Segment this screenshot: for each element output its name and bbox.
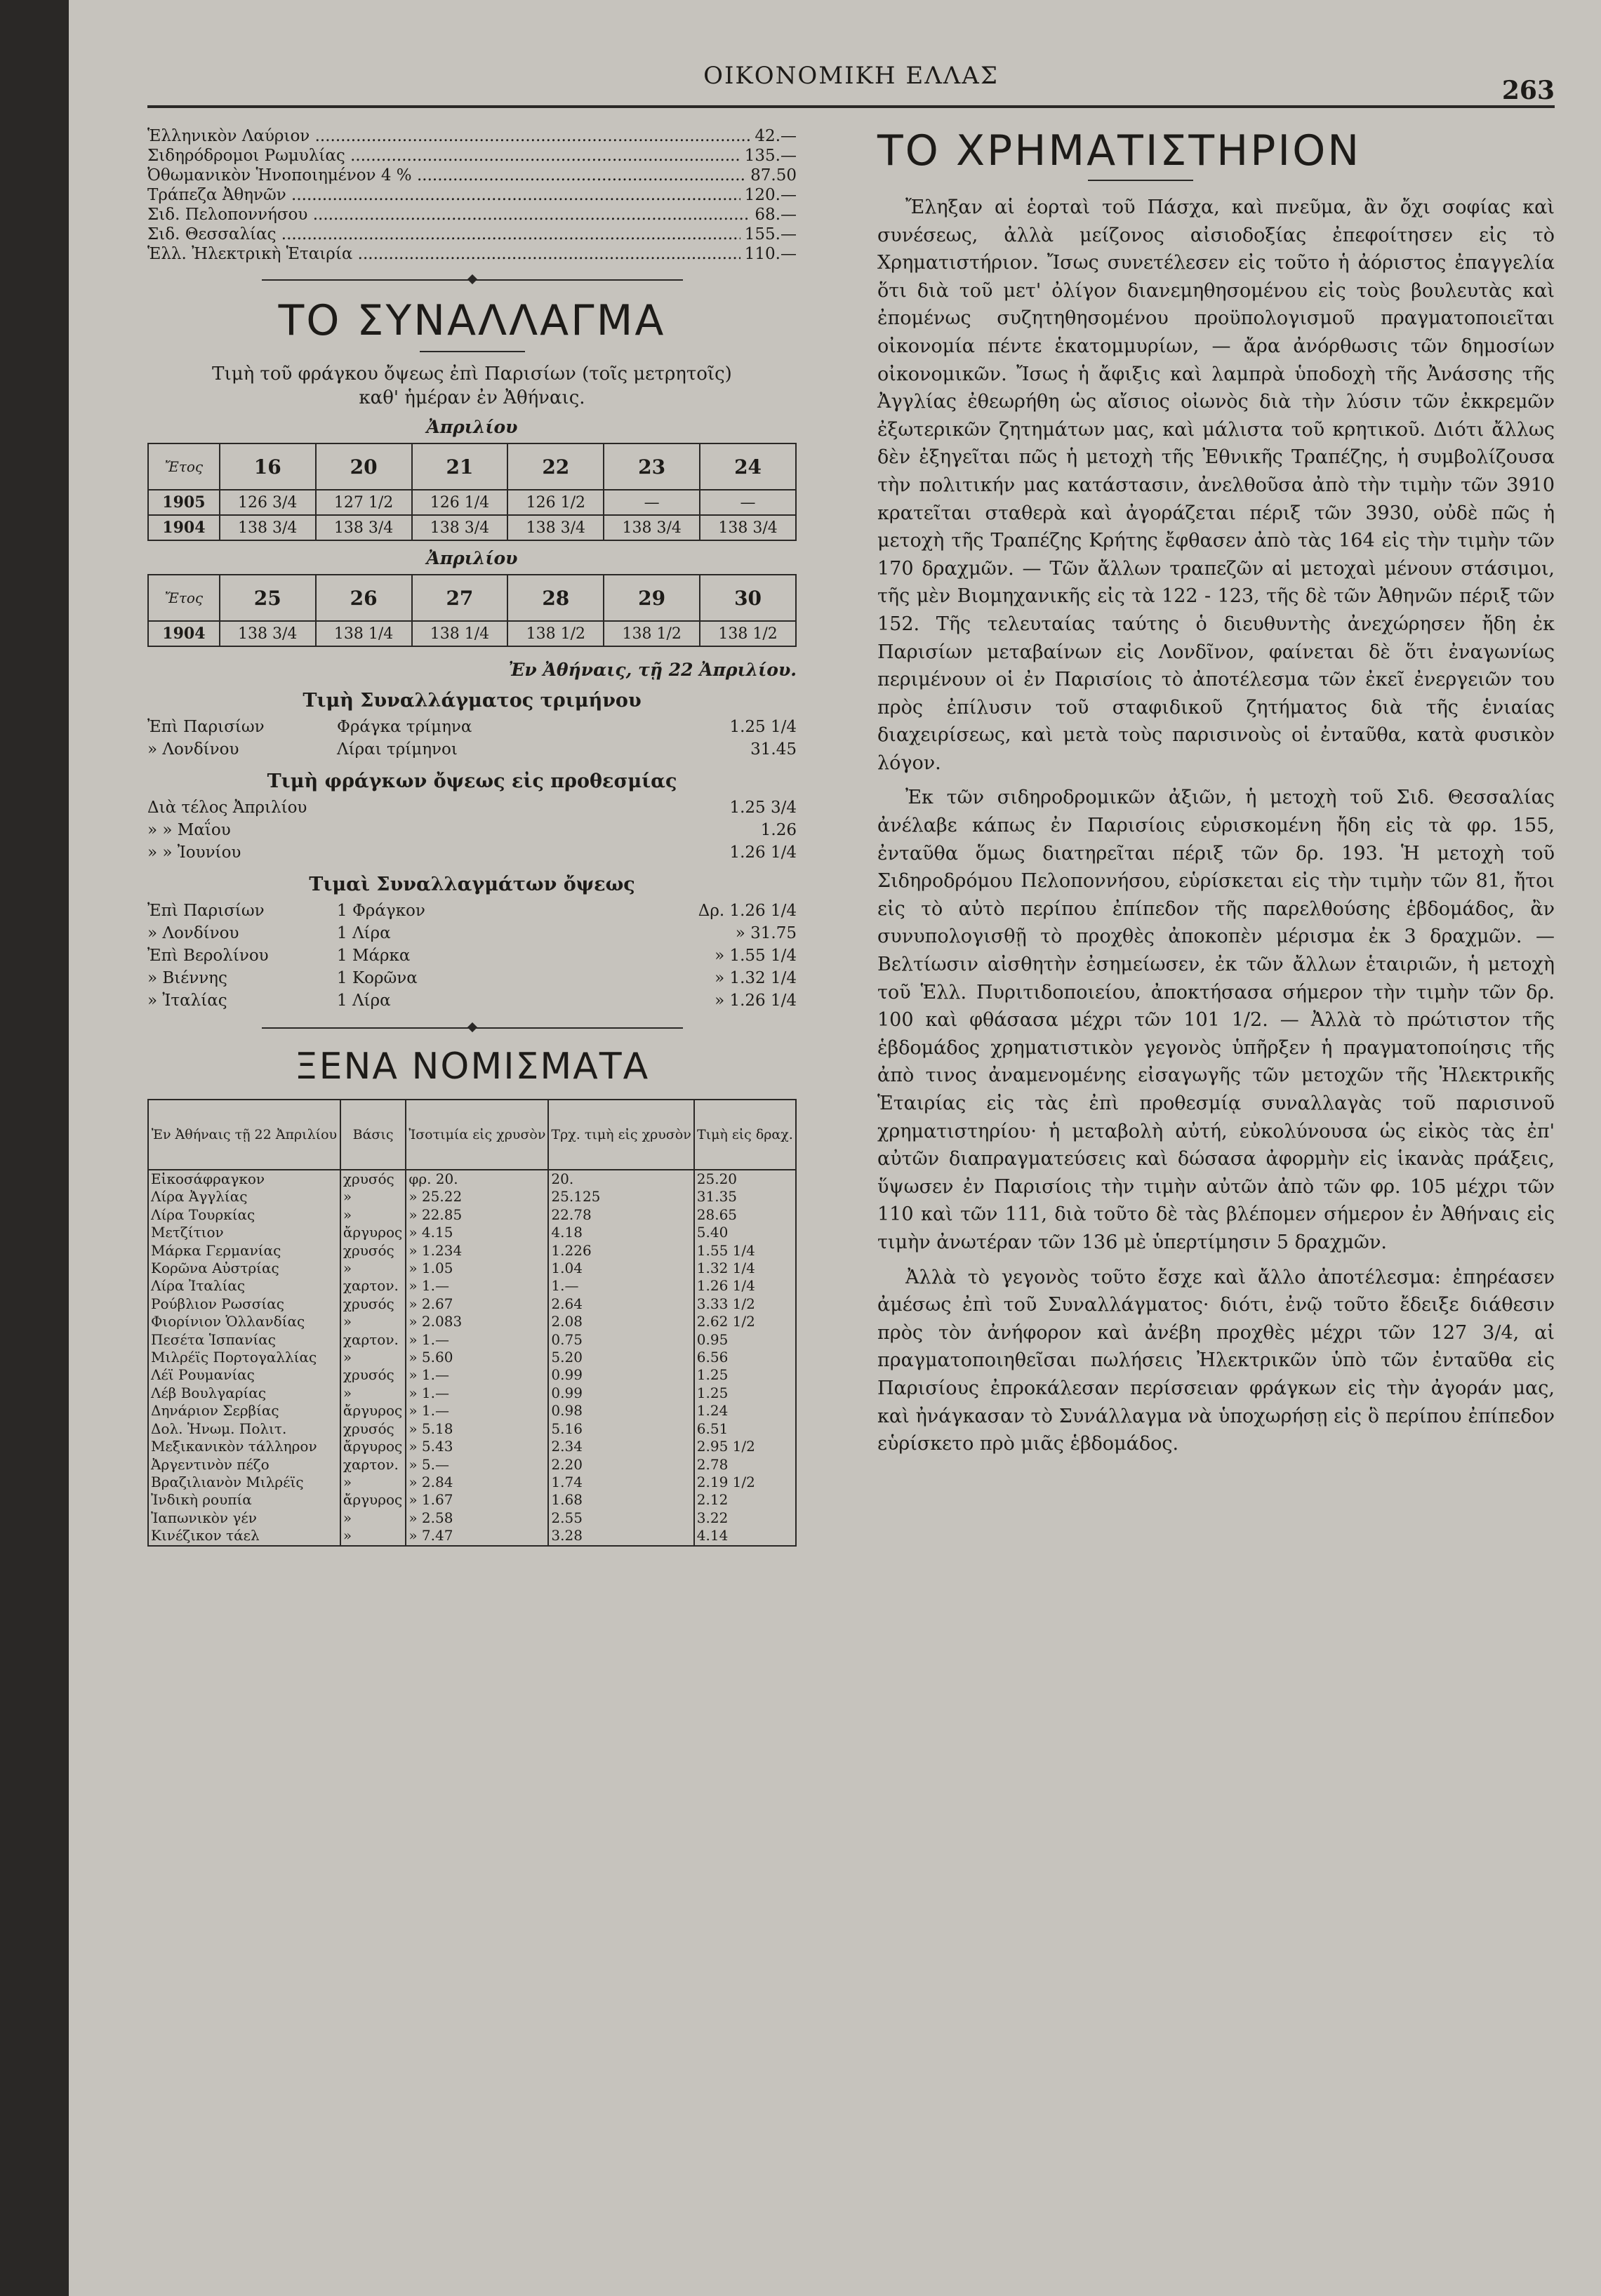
day-header: 25: [220, 575, 316, 621]
table-row: Λίρα Ἰταλίας χαρτον. » 1.— 1.— 1.26 1/4: [148, 1277, 796, 1295]
newspaper-page: [69, 0, 1601, 2296]
article-paragraph: Ἐκ τῶν σιδηροδρομικῶν ἀξιῶν, ἡ μετοχὴ τοῦ Σιδ. Θεσσαλίας ἀνέλαβε κάπως ἐν Παρισίοις εὑρισκομένη ἤδη εἰς τὰ φρ. 155, ἐνταῦθα ὅμως διατηρεῖται πέριξ τῶν δρ. 193. Ἡ μετοχὴ τοῦ Σιδηροδρόμου Πελοποννήσου, εὑρίσκεται εἰς τὴν τιμὴν τῶν 81, ἤτοι εἰς τὸ αὐτὸ περίπου ἐπίπεδον τῆς παρελθούσης ἑβδομάδος, ἂν συνυπολογισθῇ τὸ προχθὲς ἀποκοπὲν μέρισμα ἐκ 3 δραχμῶν. — Βελτίωσιν αἰσθητὴν ἐσημείωσεν, ἐκ τῶν ἄλλων ἑταιριῶν, ἡ μετοχὴ τοῦ Ἑλλ. Πυριτιδοποιείου, ἀποκτήσασα σήμερον τὴν τιμὴν τῶν δρ. 100 καὶ φθάσασα μέχρι τῶν 101 1/2. — Ἀλλὰ τὸ πρώτιστον τῆς ἑβδομάδος χρηματιστικὸν γεγονὸς ὑπῆρξεν ἡ πραγματοποίησις τῆς ἀπὸ τινος ἀναμενομένης εἰσαγωγῆς τῶν μετοχῶν τῆς Ἠλεκτρικῆς Ἑταιρίας εἰς τὰς ἐπὶ προθεσμίᾳ συναλλαγὰς τοῦ παρισινοῦ χρηματιστηρίου· ἡ μεταβολὴ αὐτή, εὐκολύνουσα ὡς εἰκὸς τὰς ἐπ' αὐτῶν διαπραγματεύσεις καὶ δώσασα ἀφορμὴν εἰς ἱκανὰς πράξεις, ὕψωσεν ἐν Παρισίοις τὴν τιμὴν αὐτῶν ἀπὸ τῶν φρ. 105 μέχρι τῶν 110 καὶ τῶν 111, διὰ τοῦτο δὲ τὰς βλέπομεν σήμερον ἐν Ἀθήναις εἰς τιμὴν ἀνωτέραν τῶν 136 μὲ ὑπερτίμησιν 5 δραχμῶν.: [877, 787, 1555, 1253]
table-row: Λίρα Τουρκίας » » 22.85 22.78 28.65: [148, 1206, 796, 1224]
list-item: » Λονδίνου Λίραι τρίμηνοι 31.45: [147, 740, 797, 759]
table-row: Δηνάριον Σερβίας ἄργυρος » 1.— 0.98 1.24: [148, 1402, 796, 1420]
page-number: 263: [1501, 76, 1555, 105]
article-paragraph: Ἔληξαν αἱ ἑορταὶ τοῦ Πάσχα, καὶ πνεῦμα, ἂν ὄχι σοφίας καὶ συνέσεως, ἀλλὰ μείζονος αἰσιοδοξίας ἐπεφοίτησεν εἰς τὸ Χρηματιστήριον. Ἴσως συνετέλεσεν εἰς τοῦτο ἡ ἀόριστος ἐπαγγελία ὅτι διὰ τοῦ μετ' ὀλίγον διανεμηθησομένου εἰς τοὺς βουλευτὰς καὶ ἐπομένως συζητηθησομένου προϋπολογισμοῦ πραγματοποιεῖται οἰκονομία πέντε ἑκατομμυρίων, — ἄρα ἀνόρθωσις τῶν δημοσίων οἰκονομικῶν. Ἴσως ἡ ἄφιξις καὶ λαμπρὰ ὑποδοχὴ τῆς Ἀνάσσης τῆς Ἀγγλίας ἐθεωρήθη ὡς αἴσιος οἰωνὸς διὰ τὴν λύσιν τῶν ἐκκρεμῶν ἐξωτερικῶν ζητημάτων μας, καὶ μάλιστα τοῦ κρητικοῦ. Διότι ἄλλως δὲν ἐξηγεῖται πῶς ἡ μετοχὴ τῆς Ἐθνικῆς Τραπέζης, ἡ συμβολίζουσα τὴν πολιτικήν μας κατάστασιν, ἀνελθοῦσα ἀπὸ τὴν τιμὴν τῶν 3910 κρατεῖται σταθερὰ καὶ ἀγοράζεται πέριξ τῶν 3930, οὐδὲ πῶς ἡ μετοχὴ τῆς Τραπέζης Κρήτης ἔφθασεν ἀπὸ τὰς 164 εἰς τὴν τιμὴν τῶν 170 δραχμῶν. — Τῶν ἄλλων τραπεζῶν αἱ μετοχαὶ μένουν στάσιμοι, τῆς μὲν Βιομηχανικῆς εἰς τὰ 122 - 123, τῆς δὲ τῶν Ἀθηνῶν πέριξ τῶν 152. Τῆς τελευταίας ταύτης ὁ διευθυντὴς ἀνεχώρησεν ἤδη ἐκ Παρισίων μεταβαίνων εἰς Λονδῖνον, φαίνεται δὲ ὅτι ἐναγωνίως περιμένουν οἱ ἐν Παρισίοις τὸ ἀποτέλεσμα τῶν ἐκεῖ ἐνεργειῶν του πρὸς ἐπίλυσιν τοῦ σταφιδικοῦ ζητήματος διὰ τῆς ἑνιαίας διαχειρίσεως, καὶ μετὰ τοὺς παρισινοὺς οἱ ἐνταῦθα, κατὰ φυσικὸν λόγον.: [877, 196, 1555, 774]
left-column: [147, 126, 797, 1547]
table-row: Εἰκοσάφραγκον χρυσός φρ. 20. 20. 25.20: [148, 1170, 796, 1188]
table-row: Λίρα Ἀγγλίας » » 25.22 25.125 31.35: [148, 1188, 796, 1206]
column-header: Βάσις: [340, 1100, 406, 1170]
list-item: » » Μαΐου 1.26: [147, 821, 797, 839]
table-row: Δολ. Ἡνωμ. Πολιτ. χρυσός » 5.18 5.16 6.51: [148, 1420, 796, 1438]
divider-ornament: [467, 1022, 477, 1032]
day-header: 27: [412, 575, 508, 621]
divider: [420, 351, 525, 352]
year-header: Ἔτος: [148, 575, 220, 621]
section-title: Τιμὴ Συναλλάγματος τριμήνου: [303, 690, 642, 712]
list-item: Σιδηρόδρομοι Ρωμυλίας ..... 135.—: [147, 146, 797, 166]
list-item: Διὰ τέλος Ἀπριλίου 1.25 3/4: [147, 799, 797, 817]
table-row: Ἰνδικὴ ρουπία ἄργυρος » 1.67 1.68 2.12: [148, 1491, 796, 1509]
day-header: 30: [700, 575, 796, 621]
day-header: 28: [507, 575, 604, 621]
day-header: 16: [220, 443, 316, 490]
table-row: Βραζιλιανὸν Μιλρέϊς » » 2.84 1.74 2.19 1/2: [148, 1474, 796, 1491]
day-header: 24: [700, 443, 796, 490]
day-header: 23: [604, 443, 700, 490]
coins-heading: ΞΕΝΑ ΝΟΜΙΣΜΑΤΑ: [294, 1046, 650, 1088]
divider: [262, 279, 683, 281]
table-row: 1905 126 3/4 127 1/2 126 1/4 126 1/2 — —: [148, 490, 796, 515]
table-row: Μιλρέϊς Πορτογαλλίας » » 5.60 5.20 6.56: [148, 1349, 796, 1366]
column-header: Ἰσοτιμία εἰς χρυσὸν: [406, 1100, 548, 1170]
section-title: Τιμαὶ Συναλλαγμάτων ὄψεως: [309, 874, 635, 895]
list-item: Ἑλλ. Ἠλεκτρικὴ Ἑταιρία ..... 110.—: [147, 244, 797, 264]
table-row: 1904 138 3/4 138 1/4 138 1/4 138 1/2 138 1/2 138 1/2: [148, 621, 796, 646]
day-header: 22: [507, 443, 604, 490]
table-row: Λέϊ Ρουμανίας χρυσός » 1.— 0.99 1.25: [148, 1366, 796, 1384]
list-item: Σιδ. Πελοποννήσου ..... 68.—: [147, 205, 797, 225]
list-item: » » Ἰουνίου 1.26 1/4: [147, 843, 797, 862]
year-header: Ἔτος: [148, 443, 220, 490]
divider: [1088, 180, 1193, 181]
list-item: » Λονδίνου 1 Λίρα » 31.75: [147, 924, 797, 942]
exchange-subtitle: Τιμὴ τοῦ φράγκου ὄψεως ἐπὶ Παρισίων (τοῖς μετρητοῖς): [212, 363, 732, 385]
right-column: [877, 126, 1555, 1458]
divider-ornament: [467, 274, 477, 284]
month-label: Ἀπριλίου: [426, 548, 518, 568]
column-header: Ἐν Ἀθήναις τῇ 22 Ἀπριλίου: [148, 1100, 340, 1170]
list-item: Σιδ. Θεσσαλίας ..... 155.—: [147, 225, 797, 244]
day-header: 21: [412, 443, 508, 490]
table-row: Μετζίτιον ἄργυρος » 4.15 4.18 5.40: [148, 1224, 796, 1241]
coins-table: [147, 1099, 797, 1547]
exchange-heading: ΤΟ ΣΥΝΑΛΛΑΓΜΑ: [278, 296, 666, 345]
table-row: Μάρκα Γερμανίας χρυσός » 1.234 1.226 1.55 1/4: [148, 1242, 796, 1260]
day-header: 26: [316, 575, 412, 621]
table-row: Φιορίνιον Ὁλλανδίας » » 2.083 2.08 2.62 1/2: [148, 1313, 796, 1330]
dateline: Ἐν Ἀθήναις, τῇ 22 Ἀπριλίου.: [508, 660, 797, 680]
list-item: » Βιέννης 1 Κορῶνα » 1.32 1/4: [147, 969, 797, 987]
table-row: Ρούβλιον Ρωσσίας χρυσός » 2.67 2.64 3.33 1/2: [148, 1295, 796, 1313]
list-item: Ἐπὶ Παρισίων Φράγκα τρίμηνα 1.25 1/4: [147, 718, 797, 736]
list-item: Ἐπὶ Παρισίων 1 Φράγκον Δρ. 1.26 1/4: [147, 902, 797, 920]
month-label: Ἀπριλίου: [426, 417, 518, 437]
exchange-subtitle: καθ' ἡμέραν ἐν Ἀθήναις.: [359, 387, 585, 408]
rate-table: [147, 443, 797, 541]
column-header: Τρχ. τιμὴ εἰς χρυσὸν: [548, 1100, 693, 1170]
journal-title: ΟΙΚΟΝΟΜΙΚΗ ΕΛΛΑΣ: [703, 62, 999, 90]
list-item: » Ἰταλίας 1 Λίρα » 1.26 1/4: [147, 992, 797, 1010]
rate-table: [147, 574, 797, 647]
table-row: Ἀργεντινὸν πέζο χαρτον. » 5.— 2.20 2.78: [148, 1456, 796, 1474]
shares-list: [147, 126, 797, 264]
table-row: Λέβ Βουλγαρίας » » 1.— 0.99 1.25: [148, 1384, 796, 1402]
column-header: Τιμὴ εἰς δραχ.: [694, 1100, 796, 1170]
list-item: Ἐπὶ Βερολίνου 1 Μάρκα » 1.55 1/4: [147, 947, 797, 965]
bourse-heading: ΤΟ ΧΡΗΜΑΤΙΣΤΗΡΙΟΝ: [877, 126, 1362, 175]
divider: [262, 1027, 683, 1029]
section-title: Τιμὴ φράγκων ὄψεως εἰς προθεσμίας: [267, 770, 677, 792]
list-item: Ὀθωμανικὸν Ἡνοποιημένον 4 % ..... 87.50: [147, 166, 797, 185]
list-item: Τράπεζα Ἀθηνῶν ..... 120.—: [147, 185, 797, 205]
article-paragraph: Ἀλλὰ τὸ γεγονὸς τοῦτο ἔσχε καὶ ἄλλο ἀποτέλεσμα: ἐπηρέασεν ἀμέσως ἐπὶ τοῦ Συναλλάγματος· διότι, ἐνῷ τοῦτο ἔδειξε διάθεσιν πρὸς τὸν ἀνήφορον καὶ ἀνέβη προχθὲς μέχρι τῶν 127 3/4, αἱ πραγματοποιηθεῖσαι πωλήσεις Ἠλεκτρικῶν ὑπὸ τῶν ἐνταῦθα εἰς Παρισίους ἐπροκάλεσαν περίσσειαν φράγκων εἰς τὴν ἀγοράν μας, καὶ ἠνάγκασαν τὸ Συνάλλαγμα νὰ ὑποχωρήσῃ εἰς ὃ περίπου ἐπίπεδον εὑρίσκετο πρὸ μιᾶς ἑβδομάδος.: [877, 1266, 1555, 1455]
day-header: 29: [604, 575, 700, 621]
table-row: Κινέζικον τάελ » » 7.47 3.28 4.14: [148, 1527, 796, 1545]
table-row: Πεσέτα Ἱσπανίας χαρτον. » 1.— 0.75 0.95: [148, 1331, 796, 1349]
page-header: [147, 49, 1555, 108]
day-header: 20: [316, 443, 412, 490]
table-row: Ἰαπωνικὸν γέν » » 2.58 2.55 3.22: [148, 1509, 796, 1527]
table-row: Μεξικανικὸν τάλληρον ἄργυρος » 5.43 2.34 2.95 1/2: [148, 1438, 796, 1455]
list-item: Ἑλληνικὸν Λαύριον ..... 42.—: [147, 126, 797, 146]
table-row: 1904 138 3/4 138 3/4 138 3/4 138 3/4 138 3/4 138 3/4: [148, 515, 796, 540]
table-row: Κορῶνα Αὐστρίας » » 1.05 1.04 1.32 1/4: [148, 1260, 796, 1277]
